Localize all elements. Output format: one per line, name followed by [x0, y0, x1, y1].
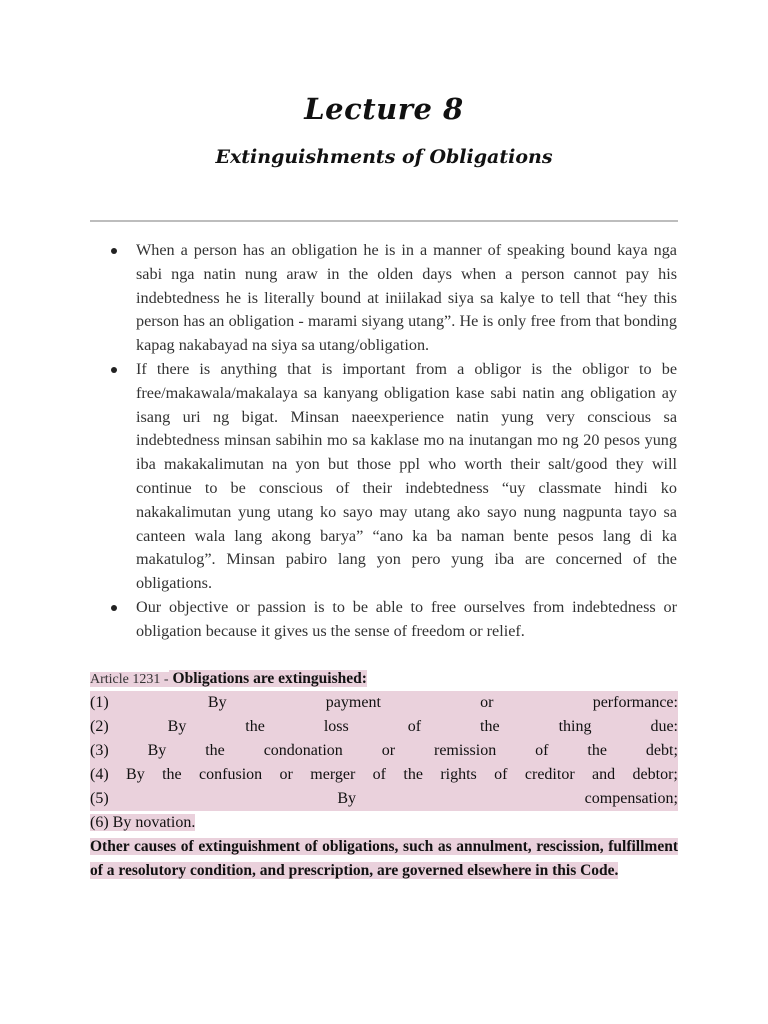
article-word: By	[337, 790, 356, 807]
article-word: By	[147, 742, 167, 759]
article-word: thing	[558, 718, 592, 735]
article-word: or	[381, 742, 396, 759]
bullet-text: If there is anything that is important from a obligor is the obligor to be free/makawala/makalaya sa kanyang obligation kase sabi natin ang obligation ay isang uri ng bigat. Minsan naeexperience natin yung very conscious sa indebtedness minsan sabihin mo sa kaklase mo na inutangan mo ng 20 pesos yung iba makakalimutan na yon but those ppl who worth their salt/good they will continue to be conscious of their indebtedness “uy classmate hindi ko nakakalimutan yung utang ko sayo may utang ako sayo nung nagpunta tayo sa canteen wala lang akong barya” “ano ka ba naman bente pesos lang di ka makatulog”. Minsan pabiro lang yon pero yung iba are concerned of the obligations.	[136, 359, 677, 593]
article-word: or	[279, 766, 293, 783]
bullet-text: When a person has an obligation he is in a manner of speaking bound kaya nga sabi nga natin nung araw in the olden days when a person cannot pay his indebtedness he is literally bound at iniilakad siya sa kalye to tell that “hey this person has an obligation - marami siyang utang”. He is only free from that bonding kapag nakabayad na siya sa utang/obligation.	[136, 241, 677, 355]
article-word: of	[494, 766, 508, 783]
article-word: condonation	[263, 742, 343, 759]
bullet-text: Our objective or passion is to be able to free ourselves from indebtedness or obligation because it gives us the sense of freedom or relief.	[136, 597, 677, 640]
article-word: of	[372, 766, 386, 783]
article-word: (1)	[90, 694, 109, 711]
article-word: (2)	[90, 718, 109, 735]
article-item-4	[90, 763, 678, 787]
article-heading	[90, 667, 678, 691]
article-word: the	[245, 718, 265, 735]
article-word: rights	[440, 766, 477, 783]
article-item-1	[90, 691, 678, 715]
horizontal-divider	[90, 220, 678, 222]
bullet-list	[136, 239, 677, 644]
article-word: merger	[310, 766, 356, 783]
bullet-icon	[111, 248, 117, 254]
article-word: (3)	[90, 742, 109, 759]
article-word: confusion	[199, 766, 263, 783]
article-word: debt;	[645, 742, 678, 759]
lecture-subtitle: Extinguishments of Obligations	[215, 146, 553, 168]
article-word: and	[592, 766, 616, 783]
article-label: Article 1231 -	[90, 672, 169, 687]
article-word: By	[167, 718, 187, 735]
article-word: performance:	[592, 694, 678, 711]
article-item-3	[90, 739, 678, 763]
article-word: creditor	[524, 766, 575, 783]
article-item-2	[90, 715, 678, 739]
article-other-causes: Other causes of extinguishment of obligations, such as annulment, rescission, fulfillment of a resolutory condition, and prescription, are governed elsewhere in this Code.	[90, 838, 678, 879]
article-word: the	[587, 742, 607, 759]
article-word: loss	[323, 718, 349, 735]
article-word: the	[480, 718, 500, 735]
article-word: debtor;	[632, 766, 678, 783]
article-word: payment	[325, 694, 381, 711]
article-word: compensation;	[584, 790, 678, 807]
article-word: of	[535, 742, 549, 759]
article-word: the	[205, 742, 225, 759]
article-word: due:	[650, 718, 678, 735]
article-word: By	[207, 694, 227, 711]
list-item	[136, 239, 677, 358]
article-items	[90, 691, 678, 811]
article-item-6: (6) By novation.	[90, 814, 196, 831]
article-word: the	[162, 766, 182, 783]
article-word: By	[126, 766, 145, 783]
article-word: the	[403, 766, 423, 783]
article-1231	[90, 667, 678, 883]
bullet-icon	[111, 367, 117, 373]
bullet-icon	[111, 605, 117, 611]
list-item	[136, 358, 677, 596]
article-title: Obligations are extinguished:	[172, 670, 367, 687]
article-word: (5)	[90, 790, 109, 807]
list-item	[136, 596, 677, 644]
article-word: of	[407, 718, 422, 735]
article-word: or	[480, 694, 494, 711]
article-item-5	[90, 787, 678, 811]
lecture-title: Lecture 8	[304, 92, 464, 126]
article-word: remission	[433, 742, 497, 759]
article-word: (4)	[90, 766, 109, 783]
